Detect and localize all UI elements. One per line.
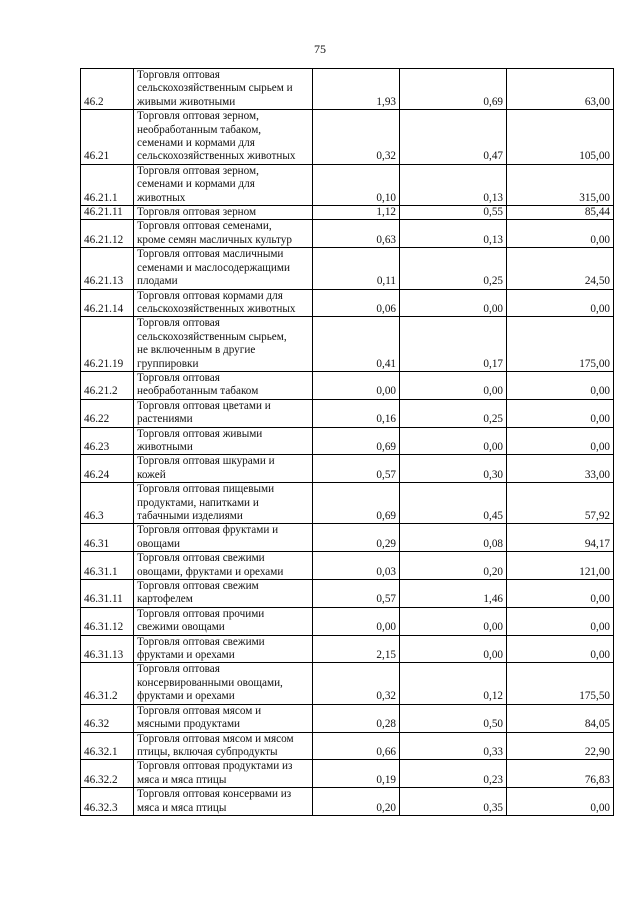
value-2-cell: 0,55 (400, 206, 507, 220)
name-cell: Торговля оптовая свежим картофелем (134, 580, 313, 608)
code-cell: 46.21.1 (81, 164, 134, 205)
okved-table (80, 68, 614, 816)
value-2-cell: 1,46 (400, 580, 507, 608)
table-row (81, 732, 614, 760)
value-2-cell: 0,12 (400, 663, 507, 704)
name-cell: Торговля оптовая сельскохозяйственным сырьем и живыми животными (134, 69, 313, 110)
value-1-cell: 0,66 (313, 732, 400, 760)
value-2-cell: 0,00 (400, 607, 507, 635)
table-row (81, 635, 614, 663)
value-1-cell: 0,10 (313, 164, 400, 205)
table-row (81, 164, 614, 205)
code-cell: 46.32.3 (81, 788, 134, 816)
code-cell: 46.31.11 (81, 580, 134, 608)
table-row (81, 704, 614, 732)
value-1-cell: 1,12 (313, 206, 400, 220)
table-row (81, 110, 614, 165)
value-3-cell: 121,00 (507, 552, 614, 580)
code-cell: 46.22 (81, 399, 134, 427)
table-row (81, 289, 614, 317)
table-row (81, 220, 614, 248)
table-row (81, 371, 614, 399)
value-2-cell: 0,20 (400, 552, 507, 580)
table-row (81, 69, 614, 110)
name-cell: Торговля оптовая свежими фруктами и орехами (134, 635, 313, 663)
table-row (81, 552, 614, 580)
value-1-cell: 1,93 (313, 69, 400, 110)
table-row (81, 788, 614, 816)
value-1-cell: 0,28 (313, 704, 400, 732)
name-cell: Торговля оптовая пищевыми продуктами, напитками и табачными изделиями (134, 483, 313, 524)
value-2-cell: 0,13 (400, 220, 507, 248)
value-1-cell: 0,19 (313, 760, 400, 788)
value-2-cell: 0,25 (400, 248, 507, 289)
name-cell: Торговля оптовая прочими свежими овощами (134, 607, 313, 635)
name-cell: Торговля оптовая масличными семенами и маслосодержащими плодами (134, 248, 313, 289)
name-cell: Торговля оптовая мясом и мясом птицы, включая субпродукты (134, 732, 313, 760)
code-cell: 46.32.2 (81, 760, 134, 788)
value-3-cell: 94,17 (507, 524, 614, 552)
name-cell: Торговля оптовая живыми животными (134, 427, 313, 455)
code-cell: 46.24 (81, 455, 134, 483)
table-row (81, 663, 614, 704)
value-1-cell: 0,03 (313, 552, 400, 580)
table-row (81, 455, 614, 483)
value-3-cell: 84,05 (507, 704, 614, 732)
value-3-cell: 0,00 (507, 788, 614, 816)
value-2-cell: 0,25 (400, 399, 507, 427)
value-1-cell: 0,57 (313, 580, 400, 608)
code-cell: 46.32.1 (81, 732, 134, 760)
name-cell: Торговля оптовая сельскохозяйственным сырьем, не включенным в другие группировки (134, 317, 313, 372)
value-3-cell: 105,00 (507, 110, 614, 165)
table-row (81, 317, 614, 372)
value-3-cell: 0,00 (507, 399, 614, 427)
value-1-cell: 0,32 (313, 110, 400, 165)
value-3-cell: 0,00 (507, 427, 614, 455)
value-3-cell: 175,50 (507, 663, 614, 704)
value-3-cell: 0,00 (507, 220, 614, 248)
value-3-cell: 63,00 (507, 69, 614, 110)
value-1-cell: 0,57 (313, 455, 400, 483)
code-cell: 46.2 (81, 69, 134, 110)
value-2-cell: 0,17 (400, 317, 507, 372)
value-3-cell: 0,00 (507, 289, 614, 317)
value-1-cell: 0,69 (313, 483, 400, 524)
value-3-cell: 85,44 (507, 206, 614, 220)
code-cell: 46.3 (81, 483, 134, 524)
value-1-cell: 0,32 (313, 663, 400, 704)
value-3-cell: 33,00 (507, 455, 614, 483)
value-3-cell: 0,00 (507, 580, 614, 608)
value-1-cell: 0,41 (313, 317, 400, 372)
code-cell: 46.32 (81, 704, 134, 732)
code-cell: 46.31 (81, 524, 134, 552)
code-cell: 46.31.1 (81, 552, 134, 580)
table-row (81, 427, 614, 455)
code-cell: 46.21.11 (81, 206, 134, 220)
table-row (81, 760, 614, 788)
code-cell: 46.21.2 (81, 371, 134, 399)
value-1-cell: 0,06 (313, 289, 400, 317)
value-1-cell: 0,20 (313, 788, 400, 816)
table-body (81, 69, 614, 816)
value-3-cell: 76,83 (507, 760, 614, 788)
name-cell: Торговля оптовая зерном, семенами и кормами для животных (134, 164, 313, 205)
value-1-cell: 0,00 (313, 371, 400, 399)
value-2-cell: 0,00 (400, 371, 507, 399)
code-cell: 46.21.19 (81, 317, 134, 372)
table-row (81, 607, 614, 635)
value-2-cell: 0,00 (400, 427, 507, 455)
table-row (81, 399, 614, 427)
page-number: 75 (314, 42, 326, 56)
value-1-cell: 0,69 (313, 427, 400, 455)
value-3-cell: 57,92 (507, 483, 614, 524)
value-2-cell: 0,08 (400, 524, 507, 552)
name-cell: Торговля оптовая необработанным табаком (134, 371, 313, 399)
value-3-cell: 0,00 (507, 607, 614, 635)
code-cell: 46.31.13 (81, 635, 134, 663)
code-cell: 46.31.12 (81, 607, 134, 635)
value-3-cell: 175,00 (507, 317, 614, 372)
table-row (81, 483, 614, 524)
name-cell: Торговля оптовая фруктами и овощами (134, 524, 313, 552)
name-cell: Торговля оптовая семенами, кроме семян масличных культур (134, 220, 313, 248)
value-1-cell: 0,16 (313, 399, 400, 427)
name-cell: Торговля оптовая шкурами и кожей (134, 455, 313, 483)
name-cell: Торговля оптовая консервами из мяса и мяса птицы (134, 788, 313, 816)
value-3-cell: 0,00 (507, 371, 614, 399)
value-1-cell: 0,63 (313, 220, 400, 248)
name-cell: Торговля оптовая продуктами из мяса и мяса птицы (134, 760, 313, 788)
value-2-cell: 0,69 (400, 69, 507, 110)
code-cell: 46.23 (81, 427, 134, 455)
value-3-cell: 315,00 (507, 164, 614, 205)
name-cell: Торговля оптовая консервированными овощами, фруктами и орехами (134, 663, 313, 704)
value-1-cell: 0,29 (313, 524, 400, 552)
table-row (81, 524, 614, 552)
value-3-cell: 24,50 (507, 248, 614, 289)
value-2-cell: 0,35 (400, 788, 507, 816)
name-cell: Торговля оптовая зерном, необработанным табаком, семенами и кормами для сельскохозяйственных животных (134, 110, 313, 165)
code-cell: 46.21.14 (81, 289, 134, 317)
value-1-cell: 2,15 (313, 635, 400, 663)
name-cell: Торговля оптовая зерном (134, 206, 313, 220)
code-cell: 46.21.12 (81, 220, 134, 248)
name-cell: Торговля оптовая кормами для сельскохозяйственных животных (134, 289, 313, 317)
value-2-cell: 0,45 (400, 483, 507, 524)
value-1-cell: 0,00 (313, 607, 400, 635)
table-row (81, 206, 614, 220)
value-2-cell: 0,47 (400, 110, 507, 165)
name-cell: Торговля оптовая мясом и мясными продуктами (134, 704, 313, 732)
table-row (81, 248, 614, 289)
value-2-cell: 0,30 (400, 455, 507, 483)
code-cell: 46.21.13 (81, 248, 134, 289)
value-3-cell: 22,90 (507, 732, 614, 760)
code-cell: 46.21 (81, 110, 134, 165)
value-2-cell: 0,33 (400, 732, 507, 760)
table-row (81, 580, 614, 608)
value-3-cell: 0,00 (507, 635, 614, 663)
value-2-cell: 0,50 (400, 704, 507, 732)
name-cell: Торговля оптовая свежими овощами, фруктами и орехами (134, 552, 313, 580)
value-2-cell: 0,23 (400, 760, 507, 788)
value-2-cell: 0,00 (400, 289, 507, 317)
name-cell: Торговля оптовая цветами и растениями (134, 399, 313, 427)
code-cell: 46.31.2 (81, 663, 134, 704)
value-2-cell: 0,13 (400, 164, 507, 205)
value-1-cell: 0,11 (313, 248, 400, 289)
value-2-cell: 0,00 (400, 635, 507, 663)
